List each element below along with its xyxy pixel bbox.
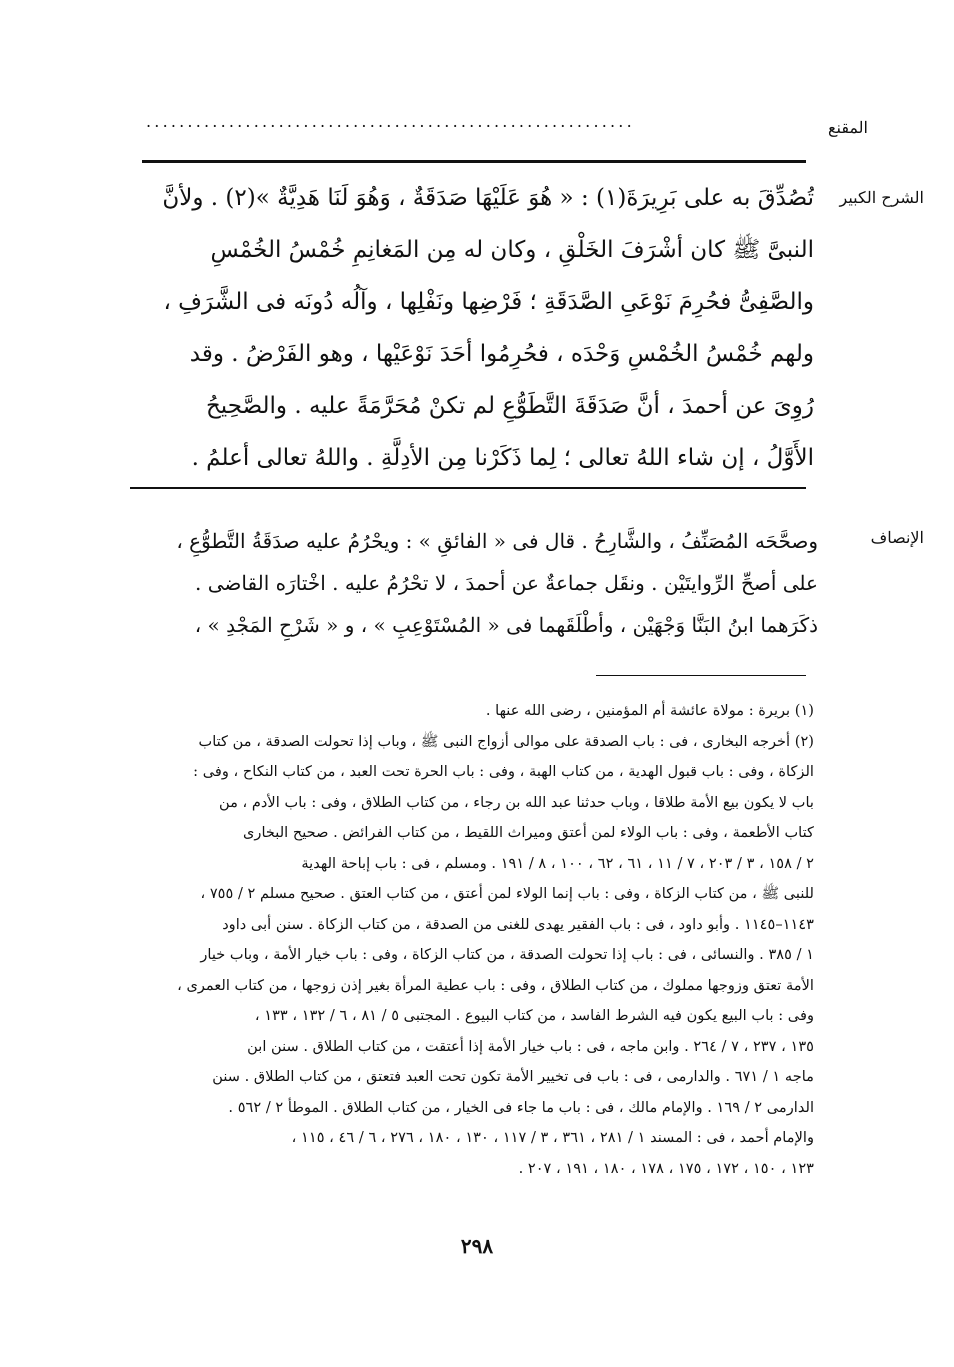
insaf-text-line: على أصحِّ الرِّوايتَيْن . ونقَل جماعةٌ عن أحمدَ ، لا تحْرُمُ عليه . اخْتارَه القاضى . — [195, 571, 818, 595]
footnote-line: ١٣٥ ، ٢٣٧ ، ٧ / ٢٦٤ . وابن ماجه ، فى : باب خيار الأمة إذا أعتقت ، من كتاب الطلاق . سنن ابن — [247, 1037, 814, 1055]
section-divider-rule — [130, 487, 806, 489]
running-header-title: المقنع — [827, 118, 868, 137]
footnote-line: الدارمى ٢ / ١٦٩ . والإمام مالك ، فى : باب ما جاء فى الخيار ، من كتاب الطلاق . الموطأ ٢ / ٥٦٢ . — [228, 1098, 814, 1116]
insaf-text-block — [130, 520, 818, 646]
main-text-block — [126, 172, 814, 484]
footnote-line: ١ / ٣٨٥ . والنسائى ، فى : باب إذا تحولت الصدقة ، من كتاب الزكاة ، وفى : باب خيار الأمة ، وباب خيار — [200, 946, 814, 963]
footnote-line: ١٢٣ ، ١٥٠ ، ١٧٢ ، ١٧٥ ، ١٧٨ ، ١٨٠ ، ١٩١ ، ٢٠٧ . — [518, 1159, 814, 1177]
header-dot-leader: ........................................................... — [146, 112, 635, 131]
footnote-line: وفى : باب البيع يكون فيه الشرط الفاسد ، من كتاب البيوع . المجتبى ٥ / ٨١ ، ٦ / ١٣٢ ، ١٣٣ ، — [254, 1007, 814, 1024]
footnote-line: ٢ / ١٥٨ ، ٣ / ٢٠٣ ، ٧ / ١١ ، ٦١ ، ٦٢ ، ١٠٠ ، ٨ / ١٩١ . ومسلم ، فى : باب إباحة الهدية — [301, 854, 814, 872]
footnote-line: ماجه ١ / ٦٧١ . والدارمى ، فى : باب فى تخيير الأمة تكون تحت العبد فتعتق ، من كتاب الطلاق . سنن — [212, 1068, 814, 1085]
footnote-line: للنبى ﷺ ، من كتاب الزكاة ، وفى : باب إنما الولاء لمن أعتق ، من كتاب العتق . صحيح مسلم ٢ / ٧٥٥ ، — [200, 885, 814, 902]
footnote-line: الزكاة ، وفى : باب قبول الهدية ، من كتاب الهبة ، وفى : باب الحرة تحت العبد ، من كتاب النكاح ، وفى : — [193, 763, 814, 780]
margin-label-sharh: الشرح الكبير — [839, 188, 924, 207]
main-text-line: تُصُدِّقَ به على بَرِيرَةَ(١) : « هُوَ عَلَيْهَا صَدَقَةٌ ، وَهُوَ لَنَا هَدِيَّةٌ »(٢) . ولأنَّ — [162, 185, 814, 211]
main-text-line: ولهم خُمْسُ الخُمْسِ وَحْدَه ، فحُرِمُوا أحَدَ نَوْعَيْها ، وهو الفَرْضُ . وقد — [189, 341, 814, 367]
footnote-line: والإمام أحمد ، فى : المسند ١ / ٢٨١ ، ٣٦١ ، ٣ / ١١٧ ، ١٣٠ ، ١٨٠ ، ٢٧٦ ، ٦ / ٤٦ ، ١١٥ ، — [291, 1129, 814, 1146]
main-text-line: والصَّفِىُّ فحُرِمَ نَوْعَىِ الصَّدَقَةِ ؛ فَرْضِها ونَفْلِها ، وآلُه دُونَه فى الشَّرَفِ ، — [163, 289, 814, 315]
page-number: ٢٩٨ — [460, 1234, 494, 1258]
footnote-separator-rule — [596, 675, 806, 676]
footnote-line: (١) بريرة : مولاة عائشة أم المؤمنين ، رضى الله عنها . — [485, 702, 814, 719]
insaf-text-line: ذكَرَهما ابنُ البَنَّا وَجْهَيْن ، وأطْلَقَهما فى « المُسْتَوْعِبِ » ، و « شَرْحِ المَجْدِ » ، — [194, 613, 818, 637]
main-text-line: النبىَّ ﷺ كان أشْرَفَ الخَلْقِ ، وكان له مِن المَغانِمِ خُمْسُ الخُمْسِ — [210, 237, 814, 263]
footnote-line: كتاب الأطعمة ، وفى : باب الولاء لمن أعتق وميراث اللقيط ، من كتاب الفرائض . صحيح البخارى — [242, 824, 814, 841]
margin-label-insaf: الإنصاف — [870, 528, 924, 547]
insaf-text-line: وصحَّحَه المُصَنِّفُ ، والشَّارِحُ . قال فى « الفائقِ » : ويحْرُمُ عليه صدَقَةُ التَّطوُّعِ ، — [176, 529, 818, 553]
footnote-line: الأمة تعتق وزوجها مملوك ، من كتاب الطلاق ، وفى : باب عطية المرأة بغير إذن زوجها ، من كتاب العمرى ، — [177, 976, 814, 994]
main-text-line: الأَوَّلُ ، إن شاء اللهُ تعالى ؛ لِما ذَكَرْنا مِن الأدِلَّةِ . واللهُ تعالى أعلمُ . — [191, 445, 814, 471]
footnotes-block — [126, 696, 814, 1184]
main-text-line: رُوِىَ عن أحمدَ ، أنَّ صَدَقَةَ التَّطَوُّعِ لم تكنْ مُحَرَّمَةً عليه . والصَّحِيحُ — [205, 393, 814, 419]
footnote-line: (٢) أخرجه البخارى ، فى : باب الصدقة على موالى أزواج النبى ﷺ ، وباب إذا تحولت الصدقة ، من كتاب — [198, 732, 814, 750]
footnote-line: باب لا يكون بيع الأمة طلاقا ، وباب حدثنا عبد الله بن رجاء ، من كتاب الطلاق ، وفى : باب الأدم ، من — [218, 793, 814, 811]
header-rule — [142, 160, 806, 163]
footnote-line: ١١٤٣–١١٤٥ . وأبو داود ، فى : باب الفقير يهدى للغنى من الصدقة ، من كتاب الزكاة . سنن أبى داود — [222, 915, 814, 933]
